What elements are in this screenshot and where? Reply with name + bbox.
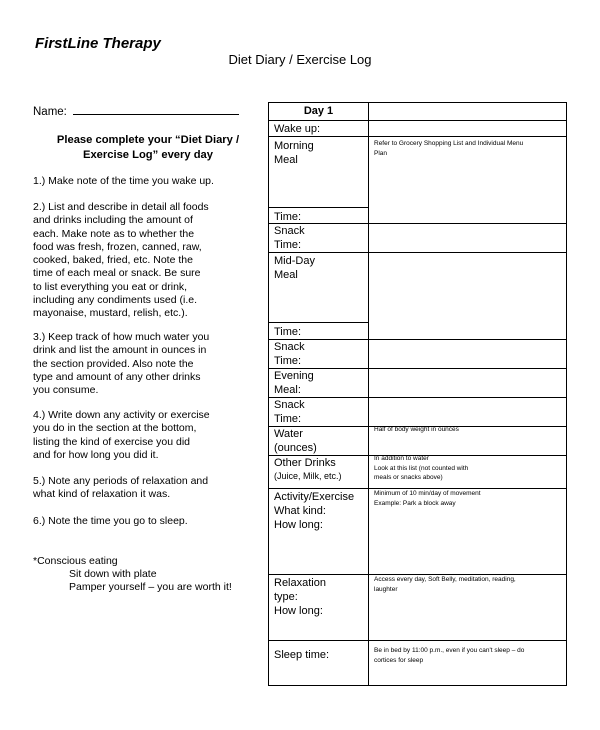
label-line: What kind:: [274, 505, 326, 517]
instruction-line: cooked, baked, fried, etc. Note the: [33, 254, 193, 267]
intro-line: Please complete your “Diet Diary /: [56, 134, 240, 146]
note-line: Plan: [374, 149, 388, 157]
instruction-line: 3.) Keep track of how much water you: [33, 331, 210, 343]
sleep-time-label: Sleep time:: [274, 649, 330, 661]
day-label: Day 1: [303, 105, 334, 117]
intro-line: Exercise Log” every day: [83, 149, 213, 161]
instruction-4: [33, 409, 255, 462]
note-line: Refer to Grocery Shopping List and Individual Menu: [374, 140, 524, 147]
note-line: Example: Park a block away: [374, 499, 456, 507]
label-line: type:: [274, 591, 298, 603]
label-line: Meal:: [274, 384, 301, 396]
instruction-line: 1.) Make note of the time you wake up.: [33, 175, 214, 187]
instruction-line: 2.) List and describe in detail all foods: [33, 201, 209, 213]
label-line: Time:: [274, 413, 302, 425]
activity-label: [274, 490, 366, 532]
note-line: Look at this list (not counted with: [374, 464, 469, 472]
instruction-1: [33, 175, 255, 188]
note-line: Minimum of 10 min/day of movement: [374, 490, 481, 497]
instruction-line: mayonaise, mustard, relish, etc.).: [33, 307, 188, 320]
note-line: laughter: [374, 585, 398, 593]
label-line: Evening: [274, 370, 314, 382]
name-field: [33, 103, 239, 118]
instruction-5: [33, 475, 255, 502]
instruction-6: [33, 515, 255, 528]
instruction-line: and drinks including the amount of: [33, 214, 193, 227]
instruction-line: listing the kind of exercise you did: [33, 435, 191, 448]
wake-up-label: Wake up:: [274, 123, 321, 135]
instruction-line: 5.) Note any periods of relaxation and: [33, 475, 209, 487]
note-line: In addition to water: [374, 455, 429, 462]
label-line: Morning: [274, 140, 314, 152]
brand-name: FirstLine Therapy: [35, 35, 161, 52]
midday-meal-label: [274, 254, 366, 282]
instruction-3: [33, 331, 255, 397]
instruction-line: and for how long you did it.: [33, 448, 159, 461]
label-line: How long:: [274, 519, 323, 531]
page-title: Diet Diary / Exercise Log: [228, 52, 372, 67]
instruction-2: [33, 201, 255, 321]
instruction-line: time of each meal or snack. Be sure: [33, 267, 201, 280]
label-line: Mid-Day: [274, 255, 315, 267]
instruction-line: each. Make note as to whether the: [33, 227, 195, 240]
instruction-line: you do in the section at the bottom,: [33, 422, 197, 435]
instruction-line: what kind of relaxation it was.: [33, 488, 171, 501]
row-divider: [269, 322, 369, 323]
intro-text: [33, 133, 263, 163]
label-line: Snack: [274, 399, 305, 411]
note-line: cortices for sleep: [374, 656, 424, 664]
morning-meal-label: [274, 139, 366, 167]
label-line: Other Drinks: [274, 457, 336, 469]
conscious-eating-line: Sit down with plate: [69, 568, 157, 580]
note-line: meals or snacks above): [374, 474, 443, 481]
note-line: Access every day, Soft Belly, meditation, reading,: [374, 576, 516, 583]
snack-3-label: [274, 398, 366, 426]
instruction-line: 4.) Write down any activity or exercise: [33, 409, 210, 421]
label-line: Snack: [274, 341, 305, 353]
label-line: Snack: [274, 225, 305, 237]
instruction-line: type and amount of any other drinks: [33, 370, 201, 383]
instruction-line: 6.) Note the time you go to sleep.: [33, 515, 188, 527]
label-line: Meal: [274, 154, 298, 166]
label-line: How long:: [274, 605, 323, 617]
conscious-eating-title: *Conscious eating: [33, 555, 118, 567]
conscious-eating-line: Pamper yourself – you are worth it!: [69, 581, 232, 593]
other-drinks-note: [374, 454, 564, 483]
water-label: [274, 427, 366, 455]
label-line: Time:: [274, 239, 302, 251]
label-line: Activity/Exercise: [274, 491, 355, 503]
instruction-line: the section provided. Also note the: [33, 357, 194, 370]
label-line: (ounces): [274, 442, 317, 454]
snack-1-label: [274, 224, 366, 252]
activity-note: [374, 489, 564, 508]
midday-meal-time-label: Time:: [274, 326, 302, 338]
instruction-line: including any condiments used (i.e.: [33, 294, 198, 307]
label-line: Meal: [274, 269, 298, 281]
row-divider: [269, 207, 369, 208]
relaxation-label: [274, 576, 366, 618]
label-line: Time:: [274, 355, 302, 367]
instruction-line: you consume.: [33, 384, 99, 397]
row-divider: [269, 640, 566, 641]
instruction-line: drink and list the amount in ounces in: [33, 344, 207, 357]
label-line: Water: [274, 428, 303, 440]
snack-2-label: [274, 340, 366, 368]
instruction-line: to list everything you eat or drink,: [33, 280, 188, 293]
relaxation-note: [374, 575, 564, 594]
evening-meal-label: [274, 369, 366, 397]
note-line: Be in bed by 11:00 p.m., even if you can't sleep – do: [374, 647, 525, 654]
row-divider: [269, 136, 566, 137]
row-divider: [269, 252, 566, 253]
instruction-line: food was fresh, frozen, canned, raw,: [33, 240, 202, 253]
other-drinks-label: [274, 456, 366, 482]
name-label: Name:: [33, 106, 67, 118]
morning-meal-note: [374, 139, 564, 158]
diary-log-table: [268, 102, 567, 686]
name-blank-line[interactable]: [73, 103, 239, 115]
label-line: Relaxation: [274, 577, 326, 589]
row-divider: [269, 120, 566, 121]
morning-meal-time-label: Time:: [274, 211, 302, 223]
water-note: Half of body weight in ounces: [374, 426, 459, 433]
label-line: (Juice, Milk, etc.): [274, 471, 342, 481]
sleep-note: [374, 646, 564, 665]
column-divider: [368, 103, 369, 685]
